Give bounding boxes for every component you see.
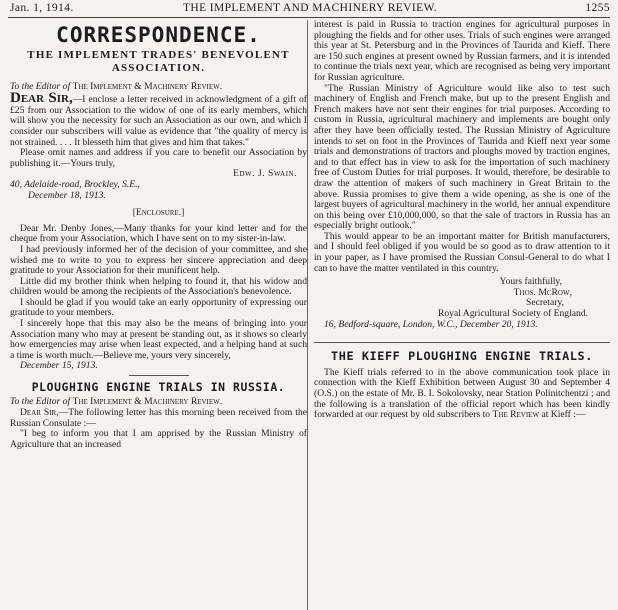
column-divider xyxy=(307,20,308,610)
signature-address: 16, Bedford-square, London, W.C., December 20, 1913. xyxy=(324,318,538,330)
header-date: Jan. 1, 1914. xyxy=(10,2,74,14)
correspondence-title: CORRESPONDENCE. xyxy=(56,23,261,47)
enclosure-p1: Dear Mr. Denby Jones,—Many thanks for your kind letter and for the cheque from your Association, which I have sent on to my sister-in-law. xyxy=(10,222,307,245)
enclosure-date: December 15, 1913. xyxy=(20,360,98,372)
header-rule xyxy=(8,17,610,18)
closing: Yours faithfully, xyxy=(499,276,562,288)
kieff-title: THE KIEFF PLOUGHING ENGINE TRIALS. xyxy=(331,349,593,364)
russia-cont-p2: "The Russian Ministry of Agriculture would like also to test such machinery of English and French make, but up to the present English and French makers have not sent their engines for trial purposes. According to custom in Russia, agricultural machinery and implements are bought only after they have been officially tested. The Russian Ministry of Agriculture intends to set on foot in the Provinces of Taurida and Kieff next year some trials and demonstrations of tractors and ploughs moved by traction engines, and to that effect has in view to ask for the importation of such machinery free of Custom Duties for trial purposes. It would, therefore, be desirable to draw the attention of makers of such machinery in Great Britain to the above. Russia promises to give them a wide opening, as she is one of the largest buyers of agricultural machinery in the world, her annual expenditure on this being over £10,000,000, so that the sale of tractors in Russia has an especially bright outlook." xyxy=(314,82,610,232)
letter1-signature: Edw. J. Swain. xyxy=(233,168,297,180)
right-column xyxy=(314,20,610,421)
enclosure-p2: I had previously informed her of the decision of your committee, and she wished me to write to you to express her sincere appreciation and deep gratitude to your Association for their munificent help. xyxy=(10,243,307,277)
kieff-p1: The Kieff trials referred to in the above communication took place in connection with the Kieff Exhibition between August 30 and September 4 (O.S.) on the estate of Mr. B. I. Sokolovsky, near Station Polinitchentzi ; and the following is a translation of the official report which has been kindly forwarded at our request by old subscribers to The Review at Kieff :— xyxy=(314,366,610,421)
enclosure-p4: I should be glad if you would take an early opportunity of expressing our gratitude to your members. xyxy=(10,296,307,319)
header-page-number: 1255 xyxy=(585,2,610,14)
enclosure-heading: [Enclosure.] xyxy=(132,207,185,219)
signature-org: Royal Agricultural Society of England. xyxy=(437,308,588,320)
russia-quote: "I beg to inform you that I am apprised by the Russian Ministry of Agriculture that an increased xyxy=(10,428,307,450)
header-journal: THE IMPLEMENT AND MACHINERY REVIEW. xyxy=(182,2,438,14)
russia-cont-p3: This would appear to be an important matter for British manufacturers, and I should feel obliged if you would be so good as to draw attention to it in your paper, as I have promised the Russian Consul-General to do what I can to have the matter ventilated in this country. xyxy=(314,230,610,274)
russia-body: Dear Sir,—The following letter has this morning been received from the Russian Consulate :— xyxy=(10,407,307,429)
russia-to-editor: To the Editor of The Implement & Machinery Review. xyxy=(10,395,223,407)
russia-cont-p1: interest is paid in Russia to traction engines for agricultural purposes in ploughing the fields and for other uses. Trials of such engines were arranged this year at St. Petersburg and in the Provinces of Taurida and Kieff. There are 150 such engines at present owned by Russian farmers, and it is intended to continue the trials next year, which are recognised as being very important for Russian agriculture. xyxy=(314,19,610,83)
benevolent-title: THE IMPLEMENT TRADES' BENEVOLENT ASSOCIATION. xyxy=(27,48,290,74)
letter1-p2: Please omit names and address if you care to benefit our Association by publishing it.—Yours truly, xyxy=(10,147,307,169)
section-rule xyxy=(129,375,189,376)
letter1-address: 40, Adelaide-road, Brockley, S.E., xyxy=(10,178,140,190)
russia-title: PLOUGHING ENGINE TRIALS IN RUSSIA. xyxy=(31,380,286,395)
running-header xyxy=(10,2,610,18)
enclosure-p3: Little did my brother think when helping to found it, that his widow and children would be among the recipients of the Association's benevolence. xyxy=(10,275,307,298)
letter1-date: December 18, 1913. xyxy=(28,189,106,201)
to-editor-line: To the Editor of The Implement & Machinery Review. xyxy=(10,80,223,92)
section-rule-right xyxy=(314,342,610,343)
left-column xyxy=(10,20,307,451)
signature-title: Secretary, xyxy=(526,297,564,309)
signature-name: Thos. McRow, xyxy=(513,286,572,298)
letter1-body: Dear Sir,—I enclose a letter received in acknowledgment of a gift of £25 from our Association to the widow of one of its early members, which will show you the necessity for such an Association as our own, and which I consider our subscribers will value as evidence that "the quality of mercy is not strained. . . . It blesseth him that gives and him that takes." xyxy=(10,90,307,148)
enclosure-p5: I sincerely hope that this may also be the means of bringing into your Association many who may at present be standing out, as it shows so clearly how emergencies may arise when least expected, and a helping hand at such a time is worth much.—Believe me, yours very sincerely, xyxy=(10,318,307,361)
